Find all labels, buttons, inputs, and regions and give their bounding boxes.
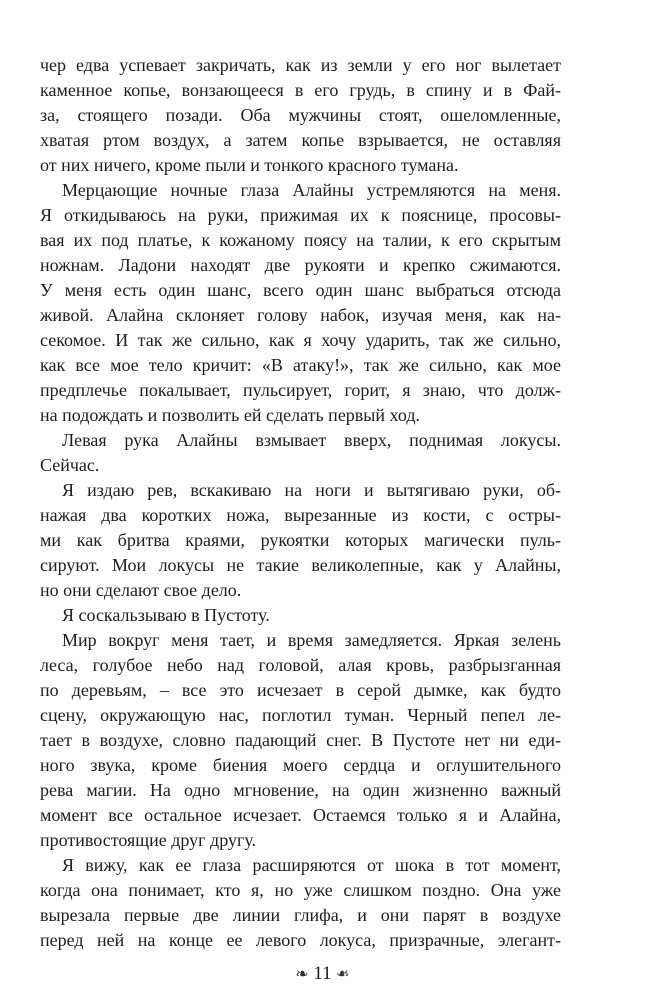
text-line: Я вижу, как ее глаза расширяются от шока в тот момент, <box>62 855 561 875</box>
paragraph <box>40 478 561 603</box>
text-line: хватая ртом воздух, а затем копье взрывается, не оставляя <box>40 130 561 150</box>
page-number: 11 <box>313 963 332 984</box>
text-line: но они сделают свое дело. <box>40 580 242 600</box>
text-line: на подождать и позволить ей сделать первый ход. <box>40 405 420 425</box>
text-line: перед ней на конце ее левого локуса, призрачные, элегант- <box>40 930 561 950</box>
text-line: сцену, окружающую нас, поглотил туман. Черный пепел ле- <box>40 705 561 725</box>
text-line: Левая рука Алайны взмывает вверх, поднимая локусы. <box>62 430 561 450</box>
text-line: ного звука, кроме биения моего сердца и оглушительного <box>40 755 561 775</box>
text-line: Мерцающие ночные глаза Алайны устремляются на меня. <box>62 180 561 200</box>
paragraph <box>40 53 561 178</box>
text-line: каменное копье, вонзающееся в его грудь, в спину и в Фай- <box>40 80 561 100</box>
text-line: за, стоящего позади. Оба мужчины стоят, ошеломленные, <box>40 105 561 125</box>
page-footer <box>0 962 645 987</box>
text-line: леса, голубое небо над головой, алая кровь, разбрызганная <box>40 655 561 675</box>
paragraph <box>40 178 561 428</box>
text-line: когда она понимает, кто я, но уже слишком поздно. Она уже <box>40 880 561 900</box>
paragraph <box>40 428 561 478</box>
left-ornament-icon: ❧ <box>295 966 309 983</box>
text-line: ножнам. Ладони находят две рукояти и крепко сжимаются. <box>40 255 561 275</box>
text-line: секомое. И так же сильно, как я хочу ударить, так же сильно, <box>40 330 561 350</box>
paragraph <box>40 853 561 953</box>
text-line: противостоящие друг другу. <box>40 830 257 850</box>
text-line: по деревьям, – все это исчезает в серой дымке, как будто <box>40 680 561 700</box>
text-line: Я откидываюсь на руки, прижимая их к пояснице, просовы- <box>40 205 561 225</box>
paragraph <box>40 628 561 853</box>
text-line: У меня есть один шанс, всего один шанс выбраться отсюда <box>40 280 561 300</box>
paragraph <box>40 603 561 628</box>
text-line: вырезала первые две линии глифа, и они парят в воздухе <box>40 905 561 925</box>
right-ornament-icon: ❧ <box>336 966 350 983</box>
text-line: чер едва успевает закричать, как из земли у его ног вылетает <box>40 55 561 75</box>
text-line: живой. Алайна склоняет голову набок, изучая меня, как на- <box>40 305 561 325</box>
text-line: Мир вокруг меня тает, и время замедляется. Яркая зелень <box>62 630 561 650</box>
text-line: вая их под платье, к кожаному поясу на талии, к его скрытым <box>40 230 561 250</box>
text-line: нажая два коротких ножа, вырезанные из кости, с остры- <box>40 505 561 525</box>
text-line: тает в воздухе, словно падающий снег. В Пустоте нет ни еди- <box>40 730 561 750</box>
text-line: от них ничего, кроме пыли и тонкого красного тумана. <box>40 155 459 175</box>
text-line: как все мое тело кричит: «В атаку!», так же сильно, как мое <box>40 355 561 375</box>
text-line: момент все остальное исчезает. Остаемся только я и Алайна, <box>40 805 561 825</box>
page-body <box>40 53 561 953</box>
text-line: Я соскальзываю в Пустоту. <box>62 605 270 625</box>
text-line: сируют. Мои локусы не такие великолепные, как у Алайны, <box>40 555 561 575</box>
text-line: Сейчас. <box>40 455 100 475</box>
text-line: предплечье покалывает, пульсирует, горит, я знаю, что долж- <box>40 380 561 400</box>
text-line: рева магии. На одно мгновение, на один жизненно важный <box>40 780 561 800</box>
text-line: ми как бритва краями, рукоятки которых магически пуль- <box>40 530 561 550</box>
text-line: Я издаю рев, вскакиваю на ноги и вытягиваю руки, об- <box>62 480 561 500</box>
